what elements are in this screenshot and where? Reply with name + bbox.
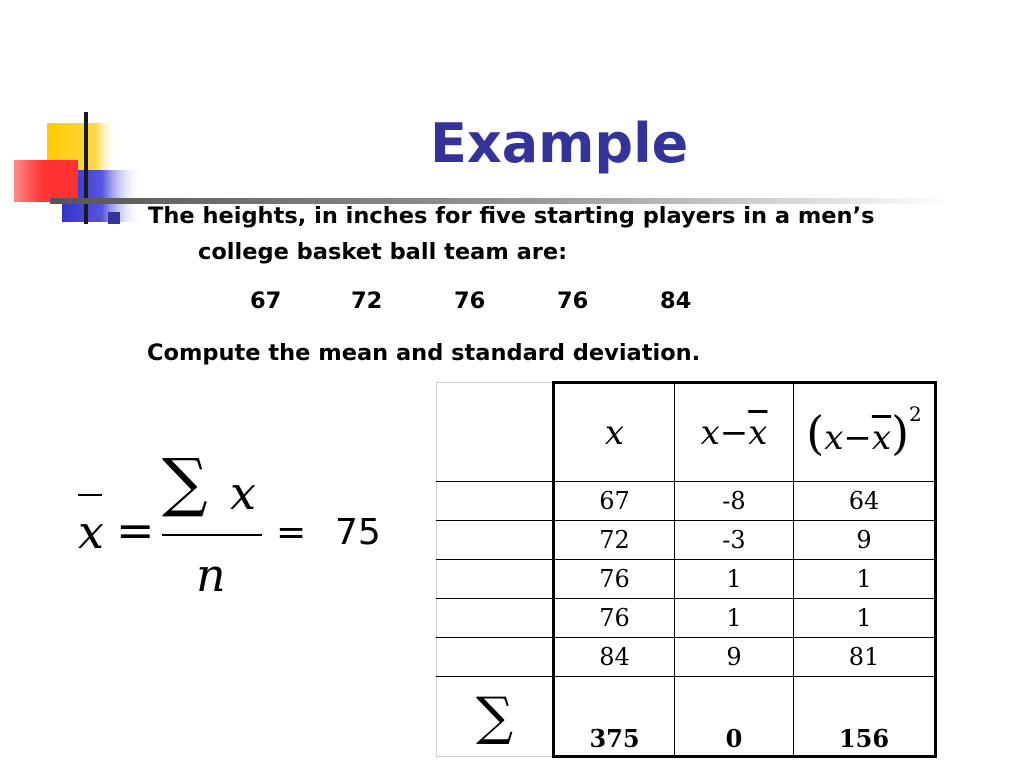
denominator-n: n bbox=[196, 548, 226, 602]
table-cell: -3 bbox=[675, 521, 794, 560]
table-cell: 84 bbox=[554, 638, 675, 677]
label-cell bbox=[437, 560, 554, 599]
mean-result: 75 bbox=[335, 512, 381, 553]
deco-red-square bbox=[14, 160, 78, 202]
slide-title: Example bbox=[430, 112, 689, 175]
sq-minus-symbol: − bbox=[843, 417, 872, 458]
table-cell: 1 bbox=[675, 560, 794, 599]
numerator-x: x bbox=[230, 466, 256, 520]
dev-xbar-symbol: $\overline{x}$ bbox=[748, 412, 768, 453]
table-cell: 1 bbox=[675, 599, 794, 638]
table-cell: 64 bbox=[794, 482, 936, 521]
sq-xbar-symbol: $\overline{x}$ bbox=[871, 417, 892, 458]
table-cell: 9 bbox=[794, 521, 936, 560]
xbar-overline bbox=[78, 494, 102, 496]
exponent-2: 2 bbox=[909, 401, 922, 426]
label-cell bbox=[437, 638, 554, 677]
height-value-1: 67 bbox=[250, 288, 282, 314]
header-deviation bbox=[675, 383, 794, 482]
dev-minus-symbol: − bbox=[719, 412, 749, 453]
sigma-symbol: ∑ bbox=[162, 446, 208, 520]
close-paren: ) bbox=[891, 405, 910, 460]
computation-table bbox=[436, 381, 937, 758]
table-cell: 76 bbox=[554, 560, 675, 599]
total-cell: 0 bbox=[675, 677, 794, 757]
empty-header-cell bbox=[437, 383, 554, 482]
problem-text-line1: The heights, in inches for five starting players in a men’s bbox=[148, 203, 875, 229]
total-cell: 156 bbox=[794, 677, 936, 757]
deco-vertical-line bbox=[84, 112, 88, 224]
bullet-marker bbox=[108, 212, 120, 224]
height-value-2: 72 bbox=[351, 288, 383, 314]
label-cell bbox=[437, 599, 554, 638]
table-cell: 76 bbox=[554, 599, 675, 638]
height-value-3: 76 bbox=[454, 288, 486, 314]
table-cell: 72 bbox=[554, 521, 675, 560]
height-value-4: 76 bbox=[557, 288, 589, 314]
table-cell: 81 bbox=[794, 638, 936, 677]
height-value-5: 84 bbox=[660, 288, 692, 314]
table-cell: 9 bbox=[675, 638, 794, 677]
header-squared-deviation bbox=[794, 383, 936, 482]
corner-decoration bbox=[0, 0, 160, 240]
total-cell: 375 bbox=[554, 677, 675, 757]
header-x bbox=[554, 383, 675, 482]
table-cell: 1 bbox=[794, 560, 936, 599]
table-cell: -8 bbox=[675, 482, 794, 521]
fraction-bar bbox=[162, 534, 262, 536]
sq-x-symbol: x bbox=[824, 417, 844, 458]
dev-x-symbol: x bbox=[700, 412, 720, 453]
open-paren: ( bbox=[806, 405, 825, 460]
sum-symbol-cell: ∑ bbox=[437, 677, 554, 757]
table-cell: 1 bbox=[794, 599, 936, 638]
header-x-symbol: x bbox=[604, 412, 625, 453]
formula-equals: = bbox=[116, 503, 155, 557]
label-cell bbox=[437, 482, 554, 521]
instruction-text: Compute the mean and standard deviation. bbox=[147, 340, 701, 366]
xbar-symbol: x bbox=[78, 505, 104, 559]
label-cell bbox=[437, 521, 554, 560]
problem-text-line2: college basket ball team are: bbox=[198, 239, 568, 265]
result-equals: = bbox=[276, 512, 307, 553]
table-cell: 67 bbox=[554, 482, 675, 521]
